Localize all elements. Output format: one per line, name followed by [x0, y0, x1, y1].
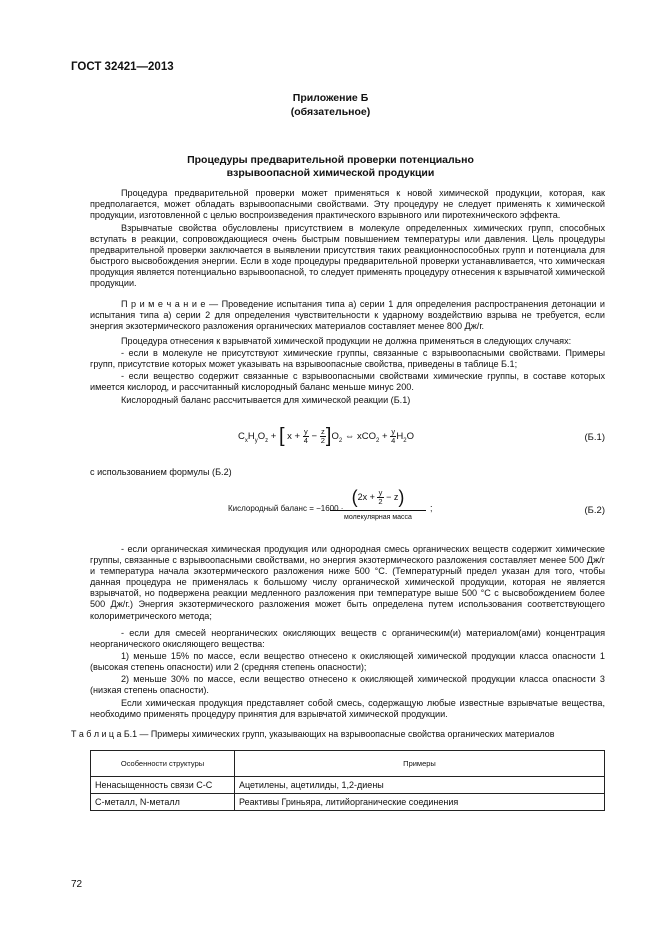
table-cell-structure: Ненасыщенность связи С-С — [91, 777, 235, 794]
table-row — [91, 794, 605, 811]
table-b1 — [90, 750, 605, 811]
note-label: П р и м е ч а н и е — [121, 299, 206, 309]
paragraph-case-no-groups: - если в молекуле не присутствуют химические группы, связанные с взрывоопасными свойствами. Примеры групп, присутствие которых может указывать на взрывоопасные свойства, приведены в таблице Б.1; — [90, 348, 605, 370]
equation-b1: $C_xH_yO_z$ + [ x + $\frac{y}{4}$ − $\frac{z}{2}$ ]$O_2$ ⇔ xCO$_2$ + $\frac{y}{4}$ $H_2O$ — [238, 425, 414, 447]
paragraph-case-organic: - если органическая химическая продукция или однородная смесь органических веществ содержит химические группы, связанные с взрывоопасными свойствами, но энергия экзотермического разложения составляет менее 500 Дж/г и температура начала экзотермического разложения ниже 500 °С. (Температурный предел указан для того, чтобы данная процедура не применялась к большому числу органической химической продукции, которая не является взрывчатой, но подвержена реакции медленного разложения при температуре выше 500 °С с высвобождением более 500 Дж/г.) Энергия экзотермического разложения может быть определена путем использования соответствующего колориметрического метода; — [90, 544, 605, 621]
paragraph-intro: Процедура предварительной проверки может применяться к новой химической продукции, которая, как предполагается, может обладать взрывоопасными свойствами. Эту процедуру не следует применять к химической продукции, изготовленной с целью воспроизведения практического взрывного или пиротехнического эффекта. — [90, 188, 605, 221]
paragraph-formula-ref: с использованием формулы (Б.2) — [90, 467, 232, 477]
paragraph-explosive-properties: Взрывчатые свойства обусловлены присутствием в молекуле определенных химических групп, способных вступать в реакции, сопровождающиеся очень быстрым повышением температуры или давления. Цель процедуры предварительной проверки заключается в выявлении присутствия таких реакционноспособных групп и потенциала для быстрого высвобождения энергии. Если в ходе процедуры предварительной проверки устанавливается, что химическая продукция является потенциально взрывоопасной, то следует применять процедуру отнесения к взрывчатой химической продукции. — [90, 223, 605, 289]
note — [90, 299, 605, 332]
section-title-line1: Процедуры предварительной проверки потенциально — [187, 154, 474, 166]
note-text: — Проведение испытания типа а) серии 1 для определения распространения детонации и испытания типа а) серии 2 для определения чувствительности к ударному воздействию взрыва не требуется, если энергия экзотермического разложения органических материалов составляет менее 800 Дж/г. — [90, 299, 605, 332]
paragraph-case-class3: 2) меньше 30% по массе, если вещество отнесено к окисляющей химической продукции класса опасности 3 (низкая степень опасности). — [90, 674, 605, 696]
equation-b2-denominator: молекулярная масса — [344, 514, 412, 521]
equation-b1-number: (Б.1) — [584, 432, 605, 443]
table-cell-examples: Ацетилены, ацетилиды, 1,2-диены — [235, 777, 605, 794]
table-caption: Т а б л и ц а Б.1 — Примеры химических групп, указывающих на взрывоопасные свойства органических материалов — [71, 729, 555, 739]
page-number: 72 — [71, 879, 83, 890]
table-header-structure: Особенности структуры — [91, 751, 235, 777]
section-title-line2: взрывоопасной химической продукции — [226, 167, 435, 179]
paragraph-case-class1-2: 1) меньше 15% по массе, если вещество отнесено к окисляющей химической продукции класса опасности 1 (высокая степень опасности) или 2 (средняя степень опасности); — [90, 651, 605, 673]
equation-b2-number: (Б.2) — [584, 505, 605, 516]
table-cell-examples: Реактивы Гриньяра, литийорганические соединения — [235, 794, 605, 811]
table-row — [91, 777, 605, 794]
equation-b2-numerator: (2x + $\frac{y}{2}$ − z) — [330, 487, 426, 511]
paragraph-oxygen-balance: Кислородный баланс рассчитывается для химической реакции (Б.1) — [121, 395, 411, 405]
paragraph-case-mixtures: - если для смесей неорганических окисляющих веществ с органическим(и) материалом(ами) концентрация неорганического окисляющего вещества: — [90, 628, 605, 650]
appendix-title: Приложение Б — [292, 92, 369, 104]
paragraph-not-applicable: Процедура отнесения к взрывчатой химической продукции не должна применяться в следующих случаях: — [121, 336, 572, 346]
table-header-examples: Примеры — [235, 751, 605, 777]
paragraph-case-oxygen: - если вещество содержит связанные с взрывоопасными свойствами химические группы, в составе которых имеется кислород, и рассчитанный кислородный баланс меньше минус 200. — [90, 371, 605, 393]
table-header-row — [91, 751, 605, 777]
document-number: ГОСТ 32421—2013 — [71, 61, 174, 73]
paragraph-mixture-explosive: Если химическая продукция представляет собой смесь, содержащую любые известные взрывчатые вещества, необходимо применять процедуру принятия для взрывчатой химической продукции. — [90, 698, 605, 720]
table-cell-structure: С-металл, N-металл — [91, 794, 235, 811]
equation-b2-label: Кислородный баланс = −1600 · — [228, 504, 344, 513]
appendix-status: (обязательное) — [290, 106, 371, 118]
